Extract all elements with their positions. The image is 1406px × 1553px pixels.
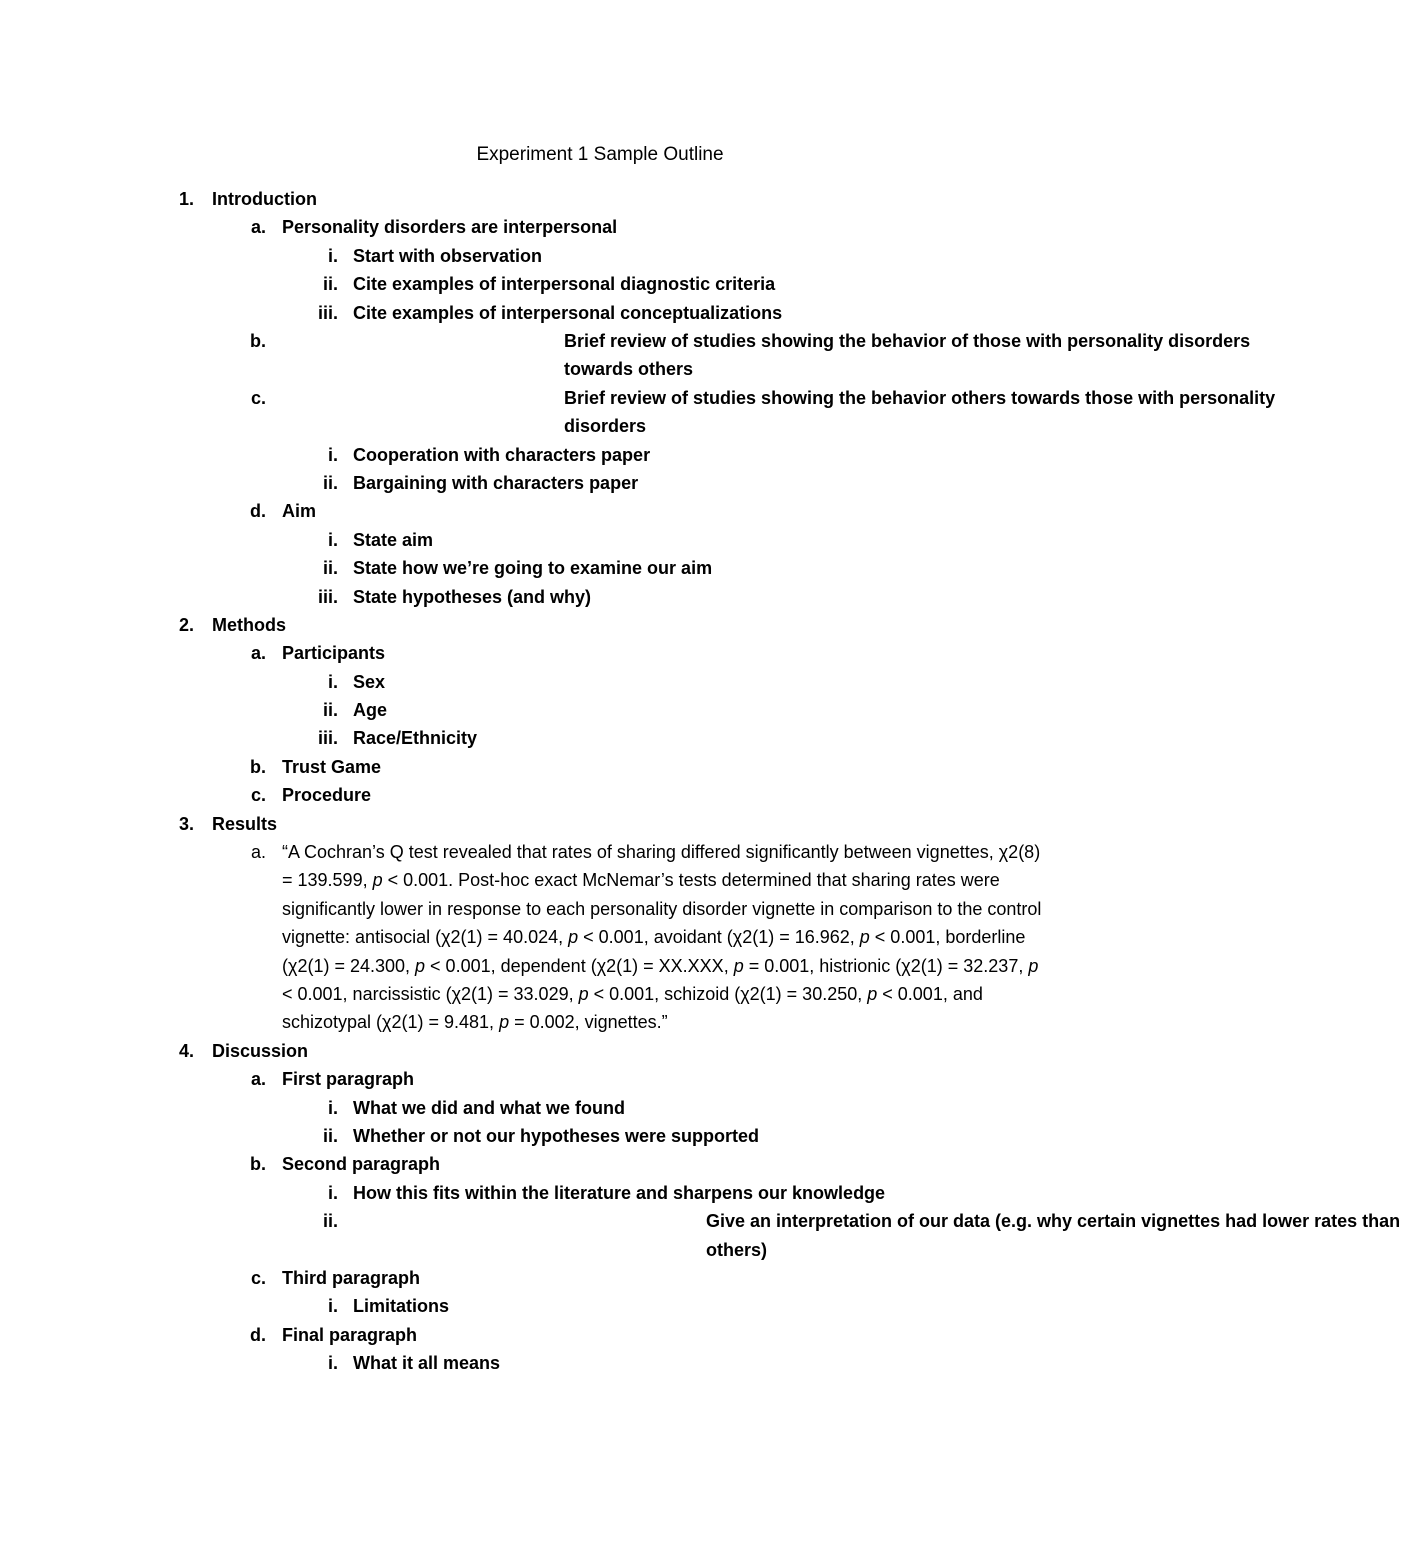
outline-subitem	[0, 270, 1200, 298]
outline-subitem	[0, 526, 1200, 554]
item-marker: ii.	[322, 700, 338, 721]
outline-item	[0, 1264, 1200, 1292]
outline-subitem	[0, 1349, 1200, 1377]
item-number: 2.	[178, 614, 194, 635]
item-label: Participants	[282, 643, 386, 664]
item-label: Limitations	[353, 1296, 450, 1317]
item-label: Brief review of studies showing the behavior of those with personality disorders towards others	[564, 330, 1251, 380]
item-marker: i.	[327, 444, 338, 465]
p-symbol: p	[372, 870, 383, 891]
item-label: Cite examples of interpersonal diagnostic criteria	[353, 274, 776, 295]
item-label: Brief review of studies showing the behavior others towards those with personality disorders	[564, 387, 1276, 437]
outline-item	[0, 781, 1200, 809]
item-marker: b.	[250, 756, 266, 777]
item-marker: i.	[327, 671, 338, 692]
quote-segment: < 0.001, borderline (χ2(1) = 24.300,	[282, 927, 1026, 976]
outline-item-discussion	[0, 1037, 1200, 1065]
item-marker: b.	[250, 1154, 266, 1175]
item-marker: d.	[250, 501, 266, 522]
outline-subitem	[0, 1207, 1401, 1264]
page-title: Experiment 1 Sample Outline	[476, 144, 724, 165]
outline-subitem	[0, 668, 1200, 696]
outline-subitem	[0, 1179, 1200, 1207]
item-number: 1.	[178, 189, 194, 209]
item-label: What we did and what we found	[353, 1097, 625, 1118]
item-marker: d.	[250, 1324, 266, 1345]
outline-item	[0, 497, 1200, 525]
item-label: Aim	[282, 501, 317, 522]
item-marker: a.	[250, 842, 266, 863]
outline-item	[0, 384, 1276, 441]
p-symbol: p	[415, 955, 426, 976]
item-label: What it all means	[353, 1353, 501, 1374]
item-label: Bargaining with characters paper	[353, 472, 639, 493]
item-label: Results	[212, 813, 278, 834]
outline-subitem	[0, 696, 1200, 724]
item-marker: iii.	[317, 586, 338, 607]
quote-segment: < 0.001, schizoid (χ2(1) = 30.250,	[588, 984, 868, 1005]
item-label: First paragraph	[282, 1069, 415, 1090]
outline-subitem	[0, 469, 1200, 497]
item-label: Introduction	[212, 189, 317, 209]
item-number: 4.	[178, 1040, 194, 1061]
item-marker: ii.	[322, 472, 338, 493]
item-marker: b.	[250, 330, 266, 351]
item-marker: i.	[327, 1296, 338, 1317]
outline	[0, 185, 1401, 1378]
p-symbol: p	[568, 927, 579, 948]
outline-subitem	[0, 554, 1200, 582]
quote-segment: = 0.001, histrionic (χ2(1) = 32.237,	[743, 955, 1029, 976]
outline-subitem	[0, 1292, 1200, 1320]
item-label: Discussion	[212, 1040, 309, 1061]
item-label: State how we’re going to examine our aim	[353, 558, 713, 579]
item-label: Third paragraph	[282, 1268, 421, 1289]
item-label: Personality disorders are interpersonal	[282, 217, 618, 238]
item-marker: i.	[327, 529, 338, 550]
outline-item	[0, 639, 1200, 667]
item-label: Start with observation	[353, 245, 543, 266]
item-label: Age	[353, 700, 388, 721]
item-marker: a.	[250, 217, 266, 238]
item-label: Sex	[353, 671, 386, 692]
outline-item	[0, 1065, 1200, 1093]
outline-item-introduction	[0, 185, 1200, 213]
item-label: Trust Game	[282, 756, 382, 777]
p-symbol: p	[867, 984, 878, 1005]
outline-subitem	[0, 583, 1200, 611]
item-label: Whether or not our hypotheses were supported	[353, 1126, 760, 1147]
p-symbol: p	[578, 984, 589, 1005]
item-label: Cite examples of interpersonal conceptualizations	[353, 302, 783, 323]
outline-item	[0, 213, 1200, 241]
outline-subitem	[0, 1094, 1200, 1122]
item-marker: i.	[327, 1182, 338, 1203]
quote-segment: < 0.001, narcissistic (χ2(1) = 33.029,	[282, 984, 579, 1005]
item-label: Methods	[212, 614, 286, 635]
item-label: Procedure	[282, 785, 372, 806]
item-label: Give an interpretation of our data (e.g. why certain vignettes had lower rates than others)	[706, 1211, 1401, 1260]
results-quote	[282, 838, 1052, 1037]
quote-segment: = 0.002, vignettes.”	[509, 1012, 668, 1033]
item-marker: c.	[250, 1268, 266, 1289]
outline-subitem	[0, 724, 1200, 752]
outline-subitem	[0, 1122, 1200, 1150]
outline-item-results	[0, 810, 1200, 838]
quote-segment: < 0.001, avoidant (χ2(1) = 16.962,	[578, 927, 860, 948]
item-marker: ii.	[322, 558, 338, 579]
item-marker: i.	[327, 1353, 338, 1374]
item-marker: ii.	[322, 1126, 338, 1147]
item-label: How this fits within the literature and sharpens our knowledge	[353, 1182, 886, 1203]
outline-item	[0, 1150, 1200, 1178]
item-marker: iii.	[317, 302, 338, 323]
item-label: State hypotheses (and why)	[353, 586, 592, 607]
item-label: Race/Ethnicity	[353, 728, 478, 749]
item-label: Second paragraph	[282, 1154, 441, 1175]
item-label: State aim	[353, 529, 434, 550]
item-marker: i.	[327, 1097, 338, 1118]
p-symbol: p	[1028, 955, 1039, 976]
item-marker: c.	[250, 387, 266, 408]
item-marker: ii.	[322, 1211, 338, 1232]
item-marker: c.	[250, 785, 266, 806]
quote-segment: < 0.001, dependent (χ2(1) = XX.XXX,	[425, 955, 734, 976]
quote-segment: “A Cochran’s Q test revealed that rates of sharing differed significantly between vignettes, χ2(8) = 139.599,	[282, 842, 1041, 891]
outline-item-results-quote	[0, 838, 1200, 1037]
outline-subitem	[0, 299, 1200, 327]
item-marker: a.	[250, 643, 266, 664]
outline-item	[0, 753, 1200, 781]
outline-subitem	[0, 242, 1200, 270]
item-marker: iii.	[317, 728, 338, 749]
quote-segment: < 0.001, and schizotypal (χ2(1) = 9.481,	[282, 984, 983, 1033]
p-symbol: p	[733, 955, 744, 976]
p-symbol: p	[499, 1012, 510, 1033]
item-label: Cooperation with characters paper	[353, 444, 651, 465]
outline-item	[0, 1321, 1200, 1349]
outline-item	[0, 327, 1251, 384]
item-label: Final paragraph	[282, 1324, 418, 1345]
outline-item-methods	[0, 611, 1200, 639]
item-marker: a.	[250, 1069, 266, 1090]
quote-segment: < 0.001. Post-hoc exact McNemar’s tests determined that sharing rates were significantly lower in response to each personality disorder vignette in comparison to the control vignette: antisocial (χ2(1) = 40.024,	[282, 870, 1042, 948]
p-symbol: p	[859, 927, 870, 948]
item-number: 3.	[178, 813, 194, 834]
item-marker: i.	[327, 245, 338, 266]
outline-subitem	[0, 441, 1200, 469]
item-marker: ii.	[322, 274, 338, 295]
